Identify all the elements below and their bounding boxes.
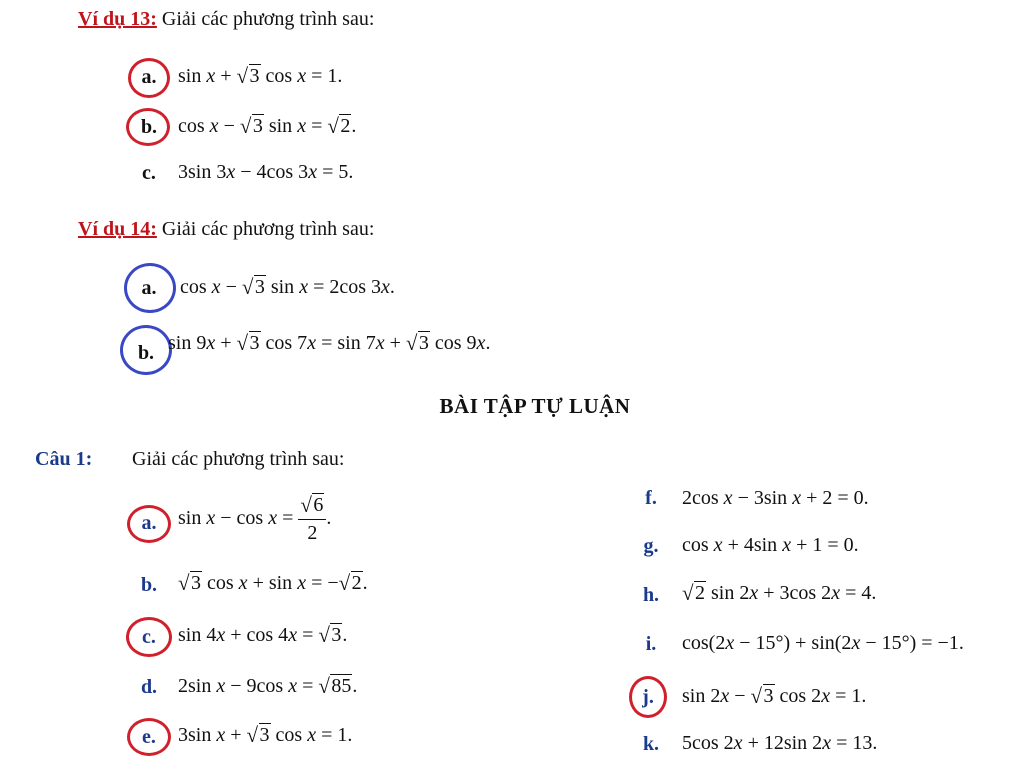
section-title: BÀI TẬP TỰ LUẬN (439, 394, 631, 418)
equation-1h: √ 2 sin 2x + 3cos 2x = 4. (682, 582, 876, 605)
example-13-instruction: Giải các phương trình sau: (161, 8, 375, 30)
example-14-instruction: Giải các phương trình sau: (161, 218, 375, 240)
equation-1e: 3sin x + √ 3 cos x = 1. (178, 724, 352, 747)
example-14-heading: Ví dụ 14: (78, 218, 157, 240)
example-14-header (78, 218, 374, 241)
example-13-heading: Ví dụ 13: (78, 8, 157, 30)
equation-1f: 2cos x − 3sin x + 2 = 0. (682, 487, 869, 509)
equation-1i: cos(2x − 15°) + sin(2x − 15°) = −1. (682, 632, 964, 654)
question-1-instruction: Giải các phương trình sau: (132, 448, 345, 470)
item-label: c. (142, 162, 156, 184)
item-label: b. (140, 574, 158, 596)
section-title-wrap (0, 394, 1024, 419)
example-13-header (78, 8, 374, 31)
item-label: j. (642, 686, 654, 708)
equation-1b: √ 3 cos x + sin x = −√ 2. (178, 572, 368, 595)
equation-13a: sin x + √ 3 cos x = 1. (178, 65, 342, 88)
equation-1g: cos x + 4sin x + 1 = 0. (682, 534, 859, 556)
item-label: a. (141, 512, 157, 534)
item-label: g. (643, 535, 659, 557)
equation-14a: cos x − √ 3 sin x = 2cos 3x. (180, 276, 395, 299)
equation-1c: sin 4x + cos 4x = √ 3. (178, 624, 347, 647)
equation-1k: 5cos 2x + 12sin 2x = 13. (682, 732, 878, 754)
item-label: h. (642, 584, 660, 606)
equation-1a: sin x − cos x = √ $\frac{6}{2}$ . (178, 494, 331, 545)
item-label: i. (645, 633, 657, 655)
question-1-label: Câu 1: (35, 448, 93, 470)
equation-1d: 2sin x − 9cos x = √ 85. (178, 675, 357, 698)
item-label: a. (141, 66, 157, 88)
item-label: b. (137, 342, 155, 364)
item-label: b. (140, 116, 158, 138)
item-label: c. (142, 626, 156, 648)
equation-14b: sin 9x + √ 3 cos 7x = sin 7x + √ 3 cos 9x. (168, 332, 490, 355)
equation-13b: cos x − √ 3 sin x = √ 2. (178, 115, 356, 138)
item-label: e. (142, 726, 156, 748)
item-label: f. (645, 487, 657, 509)
equation-1j: sin 2x − √ 3 cos 2x = 1. (682, 685, 866, 708)
item-label: k. (642, 733, 660, 755)
equation-13c: 3sin 3x − 4cos 3x = 5. (178, 161, 354, 183)
item-label: d. (140, 676, 158, 698)
item-label: a. (141, 277, 157, 299)
